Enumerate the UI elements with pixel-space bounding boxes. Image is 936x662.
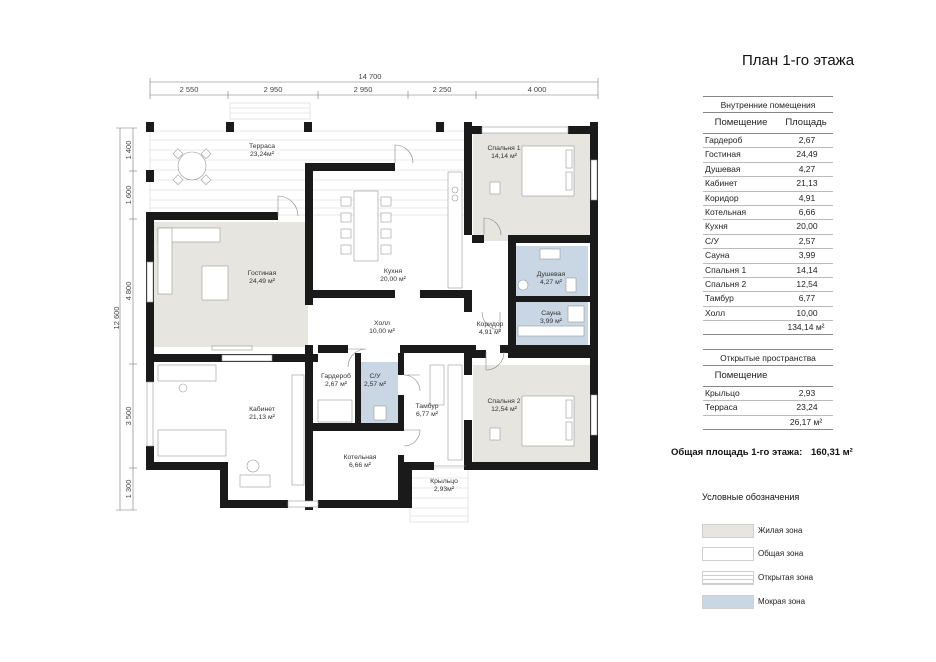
room-area-cell: 6,66 — [798, 206, 816, 217]
table-row — [703, 401, 833, 415]
room-kitchen-area: 20,00 м² — [380, 276, 406, 283]
table-row — [703, 235, 833, 249]
table-row — [703, 278, 833, 292]
legend-swatch-open — [702, 571, 754, 585]
legend-title: Условные обозначения — [702, 492, 800, 502]
open-spaces-table — [703, 349, 833, 430]
col-room-header: Помещение — [714, 117, 768, 128]
room-bedroom2-name: Спальня 2 — [487, 398, 521, 405]
legend-label-living: Жилая зона — [758, 526, 803, 535]
dim-total-height: 12 600 — [112, 306, 121, 330]
room-wardrobe-name: Гардероб — [321, 373, 351, 380]
room-name-cell: Сауна — [705, 250, 730, 261]
dim-total-width: 14 700 — [358, 72, 382, 81]
room-hall-name: Холл — [373, 320, 391, 327]
room-sauna-area: 3,99 м² — [539, 318, 563, 325]
room-bedroom2-area: 12,54 м² — [491, 406, 517, 413]
internal-total: 134,14 м² — [787, 322, 825, 333]
room-bedroom1-area: 14,14 м² — [491, 153, 517, 160]
total-area — [671, 447, 853, 458]
dim-top-5: 4 000 — [527, 85, 547, 94]
room-name-cell: Тамбур — [705, 293, 734, 304]
legend-swatch-common — [702, 547, 754, 561]
room-area-cell: 2,93 — [798, 388, 816, 398]
page-title: План 1-го этажа — [742, 52, 855, 69]
open-total-row — [703, 416, 833, 430]
room-name-cell: Коридор — [705, 192, 739, 203]
room-name-cell: Холл — [705, 307, 726, 318]
room-vestibule-area: 6,77 м² — [415, 411, 439, 418]
dim-left-4: 3 500 — [124, 406, 133, 426]
dim-top-1: 2 550 — [179, 85, 199, 94]
room-area-cell: 6,77 — [798, 293, 816, 304]
col-area-header: Площадь — [785, 117, 827, 128]
room-living-area: 24,49 м² — [249, 278, 275, 285]
total-area-value: 160,31 м² — [810, 447, 853, 458]
internal-total-row — [703, 321, 833, 335]
room-wc-name: С/У — [369, 373, 381, 380]
dim-top-4: 2 250 — [432, 85, 452, 94]
room-shower-area: 4,27 м² — [539, 279, 563, 286]
room-area-cell: 3,99 — [798, 250, 816, 261]
legend-label-open: Открытая зона — [758, 573, 814, 582]
room-terrace-name: Терраса — [248, 143, 276, 150]
legend-swatch-wet — [702, 595, 754, 609]
room-bedroom1-name: Спальня 1 — [487, 145, 521, 152]
room-area-cell: 21,13 — [796, 178, 818, 189]
table-row — [703, 249, 833, 263]
room-hall-area: 10,00 м² — [369, 328, 395, 335]
room-name-cell: Крыльцо — [705, 388, 740, 398]
porch-deck — [410, 468, 468, 522]
open-table-caption: Открытые пространства — [703, 350, 833, 366]
table-row — [703, 134, 833, 148]
open-col-room-header: Помещение — [714, 370, 768, 381]
room-area-cell: 12,54 — [796, 278, 818, 289]
table-row — [703, 220, 833, 234]
table-row — [703, 163, 833, 177]
room-boiler-name: Котельная — [343, 454, 377, 461]
room-name-cell: Кабинет — [705, 178, 738, 189]
room-area-cell: 2,57 — [798, 235, 816, 246]
room-name-cell: С/У — [705, 235, 719, 246]
table-row — [703, 387, 833, 401]
table-row — [703, 192, 833, 206]
room-area-cell: 4,91 — [798, 192, 816, 203]
room-area-cell: 23,24 — [796, 402, 818, 413]
room-living-name: Гостиная — [247, 270, 277, 277]
room-area-cell: 4,27 — [798, 163, 816, 174]
room-area-cell: 10,00 — [796, 307, 818, 318]
internal-rooms-table — [703, 96, 833, 335]
table-row — [703, 264, 833, 278]
room-shower-name: Душевая — [536, 271, 566, 278]
table-row — [703, 206, 833, 220]
legend-label-common: Общая зона — [758, 549, 804, 558]
room-wc-area: 2,57 м² — [363, 381, 387, 388]
room-kitchen-name: Кухня — [383, 268, 403, 275]
internal-table-caption: Внутренние помещения — [703, 97, 833, 113]
room-name-cell: Терраса — [705, 402, 738, 413]
room-porch-name: Крыльцо — [430, 478, 458, 485]
room-porch-area: 2,93м² — [433, 486, 455, 493]
dim-top-3: 2 950 — [353, 85, 373, 94]
legend-label-wet: Мокрая зона — [758, 597, 806, 606]
table-row — [703, 292, 833, 306]
dim-left-1: 1 400 — [124, 140, 133, 160]
room-area-cell: 2,67 — [798, 135, 816, 145]
room-area-cell: 20,00 — [796, 221, 818, 232]
total-area-label: Общая площадь 1-го этажа: — [671, 447, 803, 458]
table-row — [703, 177, 833, 191]
room-sauna-name: Сауна — [541, 310, 561, 317]
room-name-cell: Гардероб — [705, 135, 743, 145]
room-name-cell: Котельная — [705, 206, 747, 217]
room-terrace-area: 23,24м² — [250, 151, 274, 158]
table-row — [703, 148, 833, 162]
open-table-header — [703, 366, 833, 387]
room-name-cell: Кухня — [705, 221, 728, 232]
room-wardrobe-area: 2,67 м² — [324, 381, 348, 388]
open-total: 26,17 м² — [789, 416, 823, 427]
room-study-area: 21,13 м² — [249, 414, 275, 421]
room-boiler-area: 6,66 м² — [348, 462, 372, 469]
room-name-cell: Спальня 1 — [705, 264, 747, 275]
room-corridor-name: Коридор — [476, 321, 504, 328]
dim-left-3: 4 800 — [124, 281, 133, 301]
room-study-name: Кабинет — [249, 406, 275, 413]
room-area-cell: 24,49 — [796, 149, 818, 160]
room-name-cell: Гостиная — [705, 149, 741, 160]
legend-swatch-living — [702, 524, 754, 538]
room-vestibule-name: Тамбур — [415, 403, 439, 410]
room-corridor-area: 4,91 м² — [478, 329, 502, 336]
room-area-cell: 14,14 — [796, 264, 818, 275]
internal-table-header — [703, 113, 833, 134]
room-name-cell: Спальня 2 — [705, 278, 747, 289]
dim-left-5: 1 300 — [124, 479, 133, 499]
room-name-cell: Душевая — [705, 163, 741, 174]
dim-left-2: 1 600 — [124, 185, 133, 205]
dim-top-2: 2 950 — [263, 85, 283, 94]
table-row — [703, 307, 833, 321]
